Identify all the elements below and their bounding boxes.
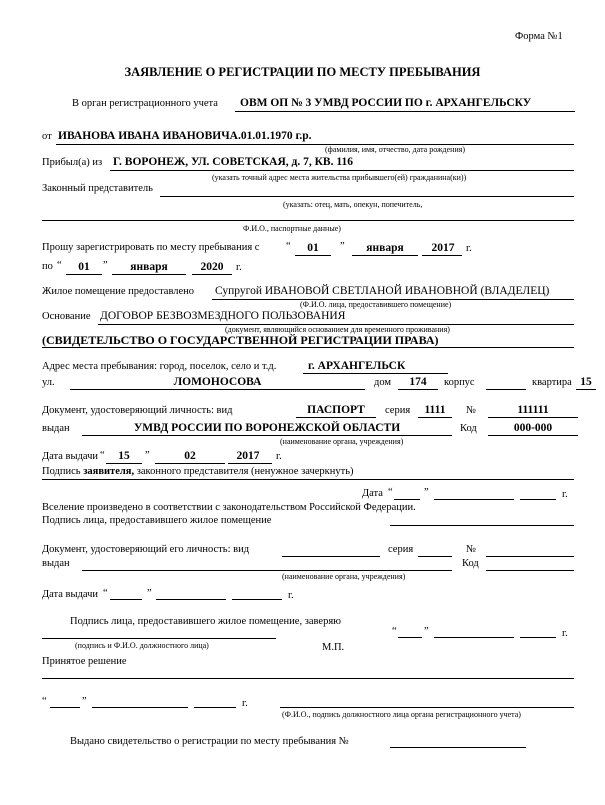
quote-open-5: “: [103, 588, 108, 599]
registrar-signature-line: [280, 707, 574, 708]
doc2-type-line: [282, 556, 380, 557]
applicant-signature-line: [42, 479, 574, 480]
quote-close-6: ”: [424, 626, 429, 637]
applicant-signature-text: Подпись заявителя, законного представителя (ненужное зачеркнуть): [42, 466, 354, 477]
certificate-number-line: [390, 747, 526, 748]
doc2-code-line: [486, 570, 574, 571]
date3-year-line: [194, 707, 236, 708]
doc-type: ПАСПОРТ: [307, 404, 365, 416]
registrar-hint: (Ф.И.О., подпись должностного лица органа регистрационного учета): [282, 710, 521, 719]
stamp: М.П.: [322, 642, 345, 653]
apt-line: [576, 389, 596, 390]
legal-rep-label: Законный представитель: [42, 183, 153, 194]
period-from-year-suffix: г.: [466, 243, 472, 254]
doc2-date-day-line: [110, 599, 142, 600]
building-label: корпус: [444, 377, 475, 388]
doc-type-line: [296, 417, 376, 418]
doc2-number-label: №: [466, 544, 477, 555]
address-city-line: [303, 373, 448, 374]
doc-series-label: серия: [385, 405, 411, 416]
date2-year-line: [520, 637, 556, 638]
period-from-year: 2017: [431, 242, 455, 254]
period-from-month: января: [366, 242, 404, 254]
doc-date-month: 02: [184, 450, 196, 462]
date1-year-suffix: г.: [562, 489, 568, 500]
basis-line-2: [42, 347, 574, 348]
address-label: Адрес места пребывания: город, поселок, село и т.д.: [42, 361, 277, 372]
period-from-day-line: [295, 255, 331, 256]
date2-month-line: [434, 637, 514, 638]
applicant-line: [56, 144, 574, 145]
period-from-month-line: [352, 255, 418, 256]
settlement-text: Вселение произведено в соответствии с законодательством Российской Федерации.: [42, 502, 416, 513]
street-value: ЛОМОНОСОВА: [173, 376, 262, 388]
doc-date-month-line: [155, 463, 225, 464]
period-from-year-line: [422, 255, 462, 256]
doc-date-year: 2017: [236, 450, 260, 462]
basis-value-2: (СВИДЕТЕЛЬСТВО О ГОСУДАРСТВЕННОЙ РЕГИСТРАЦИИ ПРАВА): [42, 333, 439, 347]
doc2-date-label: Дата выдачи: [42, 589, 99, 600]
doc2-label: Документ, удостоверяющий его личность: вид: [42, 544, 250, 555]
date1-label: Дата: [362, 488, 383, 499]
doc-code-line: [488, 435, 578, 436]
address-city: г. АРХАНГЕЛЬСК: [308, 360, 406, 372]
quote-close-4: ”: [424, 487, 429, 498]
arrived-hint: (указать точный адрес места жительства прибывшего(ей) гражданина(ки)): [212, 173, 467, 182]
doc-issued-label: выдан: [42, 423, 70, 434]
street-label: ул.: [42, 377, 55, 388]
date2-day-line: [398, 637, 422, 638]
applicant-hint: (фамилия, имя, отчество, дата рождения): [325, 145, 466, 154]
applicant-value: ИВАНОВА ИВАНА ИВАНОВИЧА.01.01.1970 г.р.: [58, 130, 312, 142]
date1-day-line: [394, 499, 420, 500]
basis-hint: (документ, являющийся основанием для временного проживания): [225, 325, 450, 334]
doc-number-line: [488, 417, 578, 418]
doc-series: 1111: [424, 404, 446, 416]
applicant-label: от: [42, 131, 52, 142]
house-label: дом: [374, 377, 392, 388]
provider-signature-line: [390, 525, 574, 526]
date1-year-line: [520, 499, 556, 500]
doc-label: Документ, удостоверяющий личность: вид: [42, 405, 233, 416]
period-to-day-line: [66, 274, 102, 275]
quote-close-3: ”: [145, 450, 150, 461]
authority-line: [235, 111, 575, 112]
doc-date-year-suffix: г.: [276, 451, 282, 462]
provider-signature: Подпись лица, предоставившего жилое помещение: [42, 515, 272, 526]
doc-date-label: Дата выдачи: [42, 451, 99, 462]
arrived-line: [110, 170, 574, 171]
doc-number: 111111: [517, 404, 549, 416]
legal-rep-line-2: [42, 220, 574, 221]
period-to-month: января: [130, 261, 168, 273]
quote-open: “: [286, 241, 291, 252]
certificate-text: Выдано свидетельство о регистрации по месту пребывания №: [70, 736, 349, 747]
doc-code: 000-000: [513, 422, 553, 434]
doc-date-day-line: [106, 463, 142, 464]
doc2-issued-label: выдан: [42, 558, 70, 569]
doc2-series-line: [418, 556, 452, 557]
period-from-day: 01: [307, 242, 319, 254]
period-to-year: 2020: [200, 261, 224, 273]
quote-close-2: ”: [103, 260, 108, 271]
date2-year-suffix: г.: [562, 628, 568, 639]
doc2-date-year-suffix: г.: [288, 590, 294, 601]
quote-close-5: ”: [147, 588, 152, 599]
doc-series-line: [418, 417, 452, 418]
authority-value: ОВМ ОП № 3 УМВД РОССИИ ПО г. АРХАНГЕЛЬСКУ: [240, 97, 532, 109]
quote-open-7: “: [42, 696, 47, 707]
doc2-date-year-line: [232, 599, 282, 600]
quote-close: ”: [340, 241, 345, 252]
doc-number-label: №: [466, 405, 477, 416]
doc-date-year-line: [228, 463, 272, 464]
date3-day-line: [50, 707, 80, 708]
street-line: [70, 389, 365, 390]
arrived-label: Прибыл(а) из: [42, 157, 103, 168]
legal-rep-hint-2: Ф.И.О., паспортные данные): [243, 224, 341, 233]
doc-issued-by: УМВД РОССИИ ПО ВОРОНЕЖСКОЙ ОБЛАСТИ: [133, 422, 401, 434]
decision-label: Принятое решение: [42, 656, 127, 667]
arrived-value: Г. ВОРОНЕЖ, УЛ. СОВЕТСКАЯ, д. 7, КВ. 116: [113, 156, 353, 168]
quote-open-2: “: [57, 260, 62, 271]
legal-rep-hint: (указать: отец, мать, опекун, попечитель,: [283, 200, 423, 209]
doc2-issued-hint: (наименование органа, учреждения): [282, 572, 406, 581]
official-signature-line: [42, 638, 276, 639]
doc2-code-label: Код: [462, 558, 479, 569]
date3-month-line: [92, 707, 188, 708]
apt-value: 15: [580, 376, 592, 388]
quote-open-6: “: [392, 626, 397, 637]
form-title: ЗАЯВЛЕНИЕ О РЕГИСТРАЦИИ ПО МЕСТУ ПРЕБЫВАНИЯ: [124, 65, 481, 79]
doc2-date-month-line: [156, 599, 226, 600]
quote-close-7: ”: [82, 696, 87, 707]
legal-rep-line: [160, 196, 574, 197]
doc-date-day: 15: [118, 450, 130, 462]
apt-label: квартира: [532, 377, 572, 388]
basis-label: Основание: [42, 311, 91, 322]
quote-open-4: “: [388, 487, 393, 498]
doc2-series-label: серия: [388, 544, 414, 555]
building-line: [486, 389, 526, 390]
doc-code-label: Код: [460, 423, 477, 434]
official-hint: (подпись и Ф.И.О. должностного лица): [75, 641, 209, 650]
date1-month-line: [434, 499, 514, 500]
period-to-month-line: [112, 274, 186, 275]
doc-issued-hint: (наименование органа, учреждения): [280, 437, 404, 446]
certify-text: Подпись лица, предоставившего жилое помещение, заверяю: [70, 616, 341, 627]
period-to-year-suffix: г.: [236, 262, 242, 273]
house-value: 174: [409, 376, 427, 388]
doc2-issued-line: [82, 570, 452, 571]
premises-label: Жилое помещение предоставлено: [42, 286, 195, 297]
date3-year-suffix: г.: [242, 698, 248, 709]
doc-issued-line: [82, 435, 452, 436]
period-to-label: по: [42, 261, 53, 272]
decision-line: [42, 678, 574, 679]
period-to-year-line: [192, 274, 232, 275]
authority-label: В орган регистрационного учета: [72, 98, 218, 109]
period-to-day: 01: [78, 261, 90, 273]
premises-hint: (Ф.И.О. лица, предоставившего помещение): [300, 300, 452, 309]
form-number: Форма №1: [515, 31, 563, 42]
quote-open-3: “: [100, 450, 105, 461]
period-label: Прошу зарегистрировать по месту пребывания с: [42, 242, 260, 253]
premises-value: Супругой ИВАНОВОЙ СВЕТЛАНОЙ ИВАНОВНОЙ (ВЛАДЕЛЕЦ): [215, 285, 550, 297]
doc2-number-line: [486, 556, 574, 557]
house-line: [398, 389, 438, 390]
basis-value: ДОГОВОР БЕЗВОЗМЕЗДНОГО ПОЛЬЗОВАНИЯ: [100, 310, 346, 322]
